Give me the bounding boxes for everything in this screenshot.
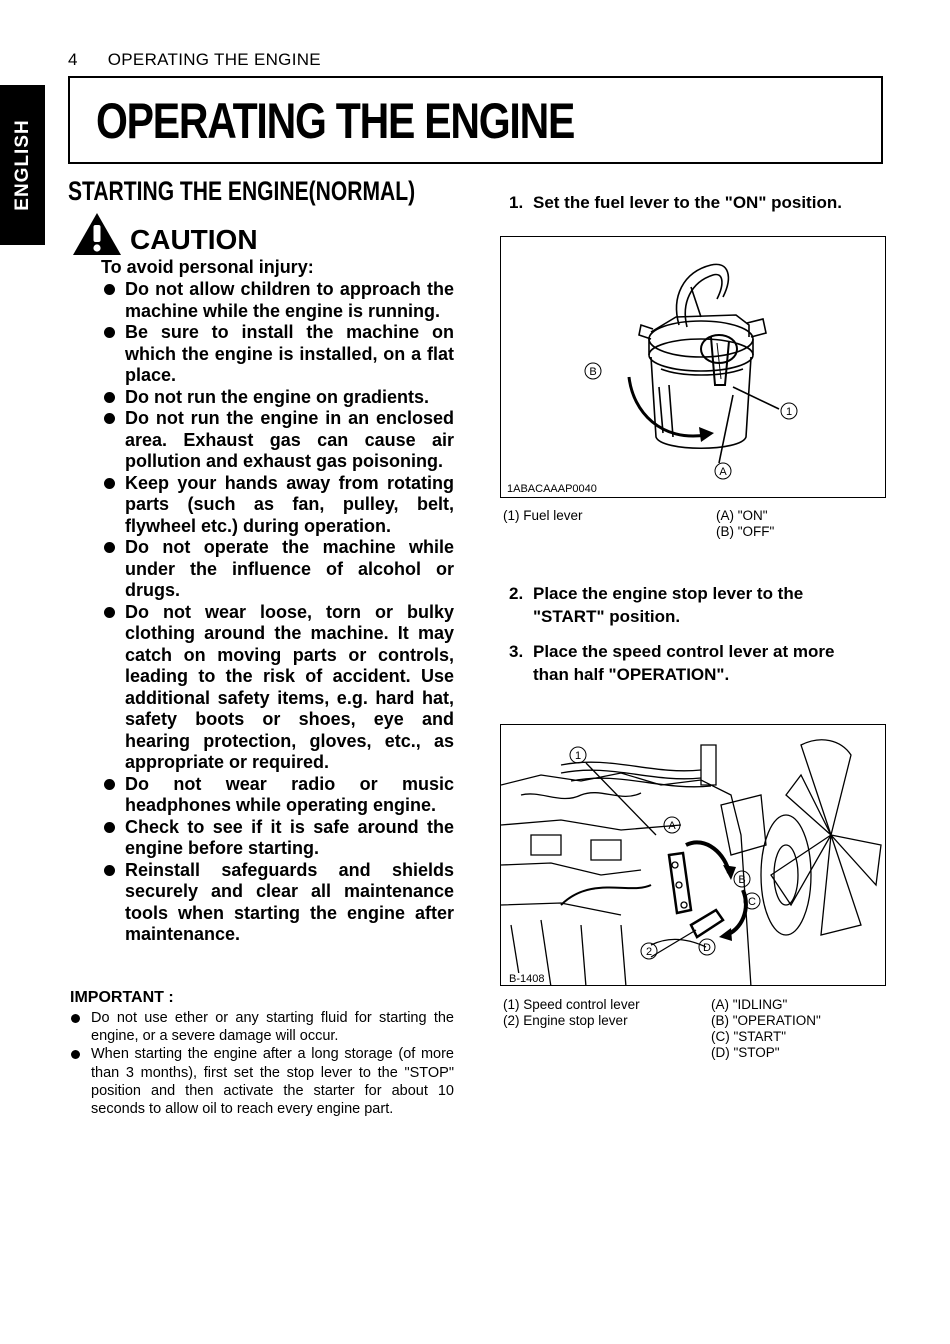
- step-text: Place the engine stop lever to the "START" position.: [533, 584, 804, 626]
- callout-c: C: [748, 896, 756, 908]
- figure-code: B-1408: [509, 973, 545, 985]
- caution-item: Do not operate the machine while under the influence of alcohol or drugs.: [104, 537, 454, 602]
- running-title: OPERATING THE ENGINE: [107, 50, 321, 69]
- caution-item: Do not wear radio or music headphones while operating engine.: [104, 774, 454, 817]
- caution-intro: To avoid personal injury:: [101, 257, 314, 277]
- step-3: [509, 641, 879, 687]
- step-number: 1.: [509, 193, 524, 212]
- chapter-title: OPERATING THE ENGINE: [96, 93, 575, 149]
- step-text: Place the speed control lever at more than half "OPERATION".: [533, 642, 835, 684]
- warning-triangle-icon: [72, 212, 122, 256]
- callout-a: A: [719, 466, 727, 478]
- important-label: IMPORTANT :: [70, 989, 174, 1006]
- caption-item: (B) "OPERATION": [711, 1013, 821, 1028]
- caution-list: [104, 279, 454, 946]
- step-number: 2.: [509, 584, 524, 603]
- caution-item: Check to see if it is safe around the engine before starting.: [104, 817, 454, 860]
- caution-item: Be sure to install the machine on which the engine is installed, on a flat place.: [104, 322, 454, 387]
- figure-code: 1ABACAAAP0040: [507, 483, 597, 495]
- running-header: [68, 50, 321, 70]
- figure2-captions-right: [711, 997, 821, 1061]
- caption-item: (A) "IDLING": [711, 997, 788, 1012]
- caption-item: (1) Fuel lever: [503, 508, 583, 523]
- caption-item: (D) "STOP": [711, 1045, 780, 1060]
- important-list: [70, 1009, 454, 1118]
- caution-item: Reinstall safeguards and shields securely and clear all maintenance tools when starting the engine after maintenance.: [104, 860, 454, 946]
- caution-item: Do not run the engine on gradients.: [104, 387, 454, 409]
- callout-b: B: [589, 366, 597, 378]
- callout-a: A: [668, 820, 676, 832]
- caution-item: Keep your hands away from rotating parts (such as fan, pulley, belt, flywheel etc.) during operation.: [104, 473, 454, 538]
- section-title: STARTING THE ENGINE(NORMAL): [68, 176, 416, 206]
- caution-item: Do not run the engine in an enclosed area. Exhaust gas can cause air pollution and exhaust gas poisoning.: [104, 408, 454, 473]
- fuel-filter-illustration: [501, 237, 886, 498]
- callout-1: 1: [574, 750, 582, 762]
- step-text: Set the fuel lever to the "ON" position.: [533, 193, 842, 212]
- engine-illustration: [501, 725, 886, 986]
- important-item: Do not use ether or any starting fluid for starting the engine, or a severe damage will occur.: [70, 1009, 454, 1045]
- caption-item: (2) Engine stop lever: [503, 1013, 628, 1028]
- caption-item: (1) Speed control lever: [503, 997, 640, 1012]
- step-2: [509, 583, 879, 629]
- caution-item: Do not allow children to approach the machine while the engine is running.: [104, 279, 454, 322]
- step-number: 3.: [509, 642, 524, 661]
- caution-item: Do not wear loose, torn or bulky clothing around the machine. It may catch on moving parts or controls, leading to the risk of accident. Use additional safety items, e.g. hard hat, safety boots or shoes, eye and hearing protection, gloves, etc., as appropriate or required.: [104, 602, 454, 774]
- figure2-captions-left: [503, 997, 640, 1029]
- language-tab: [0, 85, 45, 245]
- callout-d: D: [703, 942, 711, 954]
- figure1-captions-right: [716, 508, 774, 540]
- caution-label: CAUTION: [130, 224, 258, 255]
- caption-item: (A) "ON": [716, 508, 768, 523]
- caption-item: (C) "START": [711, 1029, 787, 1044]
- figure1-captions-left: [503, 508, 583, 524]
- step-1: [509, 192, 879, 216]
- important-item: When starting the engine after a long storage (of more than 3 months), first set the stop lever to the "STOP" position and then activate the starter for about 10 seconds to allow oil to reach every engine part.: [70, 1045, 454, 1118]
- language-tab-label: ENGLISH: [11, 119, 33, 211]
- fuel-lever-figure: [500, 236, 886, 498]
- caption-item: (B) "OFF": [716, 524, 775, 539]
- page-number: 4: [68, 50, 78, 69]
- chapter-title-box: [68, 76, 883, 164]
- callout-2: 2: [645, 946, 653, 958]
- callout-b: B: [738, 874, 746, 886]
- engine-levers-figure: [500, 724, 886, 986]
- callout-1: 1: [785, 406, 793, 418]
